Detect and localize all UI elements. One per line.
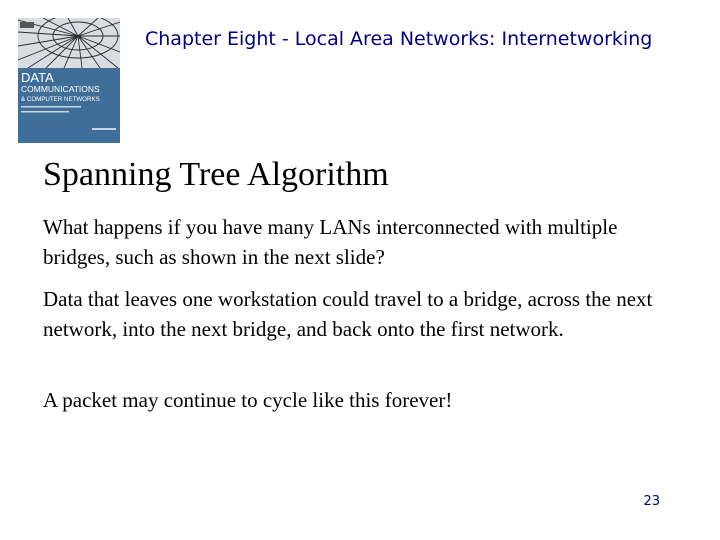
paragraph-3: A packet may continue to cycle like this forever!: [43, 388, 453, 412]
cover-title-line3: & COMPUTER NETWORKS: [21, 96, 100, 103]
cover-title-line1: DATA: [21, 70, 54, 85]
page-number: 23: [643, 494, 660, 509]
cover-author-bar: [92, 128, 116, 130]
book-cover-art: [18, 18, 120, 143]
book-cover-image: [18, 18, 120, 143]
slide-title: Spanning Tree Algorithm: [43, 156, 389, 193]
paragraph-2: Data that leaves one workstation could travel to a bridge, across the next network, into the next bridge, and back onto the first network.: [43, 287, 653, 341]
cover-subtitle-bar: [21, 111, 69, 113]
cover-subtitle-bar: [21, 106, 81, 108]
cover-publisher-logo: [20, 22, 34, 28]
paragraph-1: What happens if you have many LANs interconnected with multiple bridges, such as shown in the next slide?: [43, 215, 618, 269]
chapter-title: Chapter Eight - Local Area Networks: Internetworking: [145, 28, 653, 50]
cover-title-line2: COMMUNICATIONS: [21, 84, 100, 94]
